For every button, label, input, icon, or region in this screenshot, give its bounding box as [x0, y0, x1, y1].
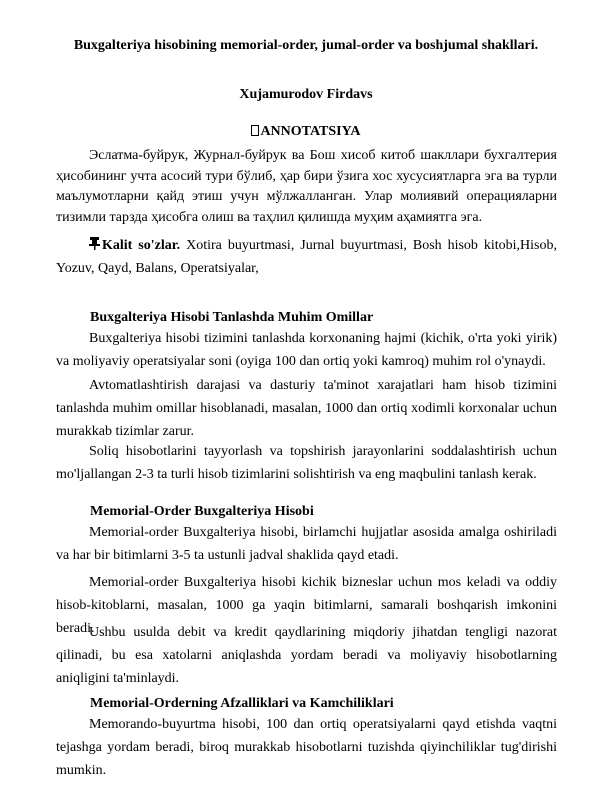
annotation-heading-text: ANNOTATSIYA: [260, 124, 361, 139]
section-2-paragraph-2: Memorial-order Buxgalteriya hisobi kichik bizneslar uchun mos keladi va oddiy hisob-kitoblarni, masalan, 1000 ga yaqin bitimlarni, samarali boshqarish imkonini beradi.: [56, 575, 557, 636]
missing-glyph-icon: [251, 125, 259, 136]
keywords-text: Xotira buyurtmasi, Jurnal buyurtmasi, Bosh hisob kitobi,Hisob, Yozuv, Qayd, Balans, Operatsiyalar,: [56, 238, 557, 276]
section-3-paragraph-1: Memorando-buyurtma hisobi, 100 dan ortiq operatsiyalarni qayd etishda vaqtni tejashga yordam beradi, biroq murakkab hisobotlarni tuzishda qiyinchiliklar tug'dirishi mumkin.: [56, 717, 557, 778]
section-heading-afzalliklar: Memorial-Orderning Afzalliklari va Kamchiliklari: [90, 696, 394, 711]
section-2-paragraph-3: Ushbu usulda debit va kredit qaydlarining miqdoriy jihatdan tengligi nazorat qilinadi, bu esa xatolarni aniqlashda yordam beradi va moliyaviy hisobotlarning aniqligini ta'minlaydi.: [56, 625, 557, 686]
section-1-paragraph-2: Avtomatlashtirish darajasi va dasturiy ta'minot xarajatlari ham hisob tizimini tanlashda muhim omillar hisoblanadi, masalan, 1000 dan ortiq xodimli korxonalar uchun murakkab tizimlar zarur.: [56, 378, 557, 439]
section-1-paragraph-3: Soliq hisobotlarini tayyorlash va topshirish jarayonlarini soddalashtirish uchun mo'ljallangan 2-3 ta turli hisob tizimlarini solishtirish va eng maqbulini tanlash kerak.: [56, 444, 557, 482]
section-2-paragraph-1: Memorial-order Buxgalteriya hisobi, birlamchi hujjatlar asosida amalga oshiriladi va har bir bitimlarni 3-5 ta ustunli jadval shaklida qayd etadi.: [56, 525, 557, 563]
section-heading-omillar: Buxgalteriya Hisobi Tanlashda Muhim Omillar: [90, 310, 374, 325]
annotation-heading: [56, 124, 556, 140]
section-heading-memorial-order: Memorial-Order Buxgalteriya Hisobi: [90, 504, 314, 519]
author-name: Xujamurodov Firdavs: [239, 87, 373, 102]
section-1-paragraph-1: Buxgalteriya hisobi tizimini tanlashda korxonaning hajmi (kichik, o'rta yoki yirik) va moliyaviy operatsiyalar soni (oyiga 100 dan ortiq yoki kamroq) muhim rol o'ynaydi.: [56, 331, 557, 369]
document-title: Buxgalteriya hisobining memorial-order, jumal-order va boshjumal shakllari.: [73, 38, 539, 53]
annotation-text: Эслатма-буйрук, Журнал-буйрук ва Бош хисоб китоб шакллари бухгалтерия ҳисобининг учта асосий тури бўлиб, ҳар бири ўзига хос хусусиятларга эга ва турли маълумотларни қайд этиш учун мўлжалланган. Улар молиявий операцияларни тизимли тарзда ҳисобга олиш ва таҳлил қилишда муҳим аҳамиятга эга.: [56, 148, 557, 225]
pushpin-icon: [89, 237, 100, 250]
keywords-paragraph: [56, 234, 557, 280]
keywords-label: Kalit so'zlar.: [102, 238, 181, 253]
